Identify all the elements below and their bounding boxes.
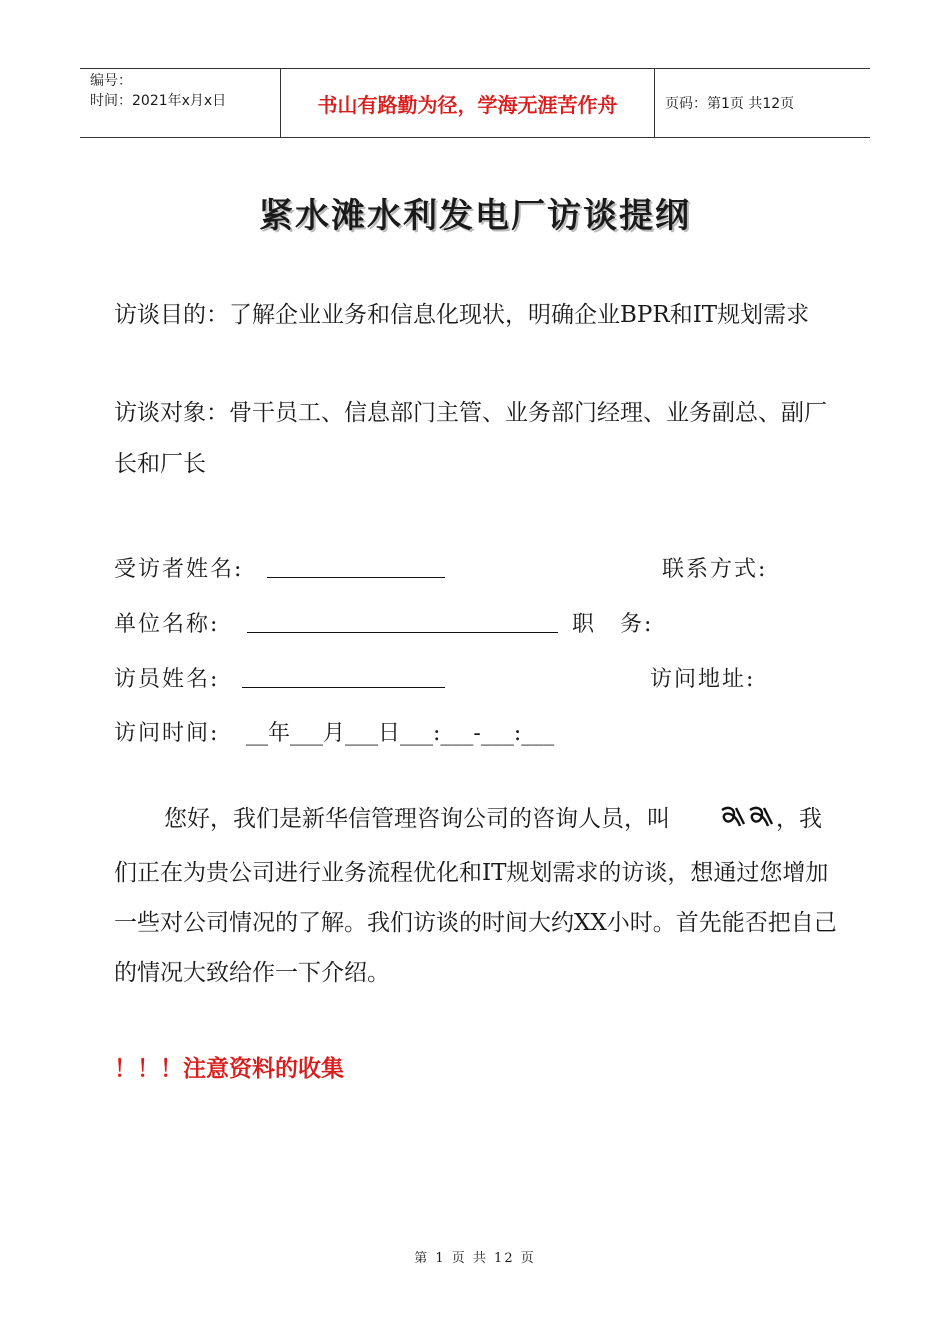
interview-purpose: 访谈目的：了解企业业务和信息化现状，明确企业BPR和IT规划需求 [114,302,810,328]
interviewee-name-label: 受访者姓名: [114,557,244,582]
contact-label: 联系方式: [662,557,768,582]
intro-text-after: ，我们正在为贵公司进行业务流程优化和IT规划需求的访谈，想通过您增加一些对公司情况的了解。我们访谈的时间大约XX小时。首先能否把自己的情况大致给作一下介绍。 [114,806,837,986]
unit-name-label: 单位名称: [114,612,220,637]
interviewee-name-blank[interactable] [267,577,445,578]
header-page-info: 页码：第1页 共12页 [665,96,795,112]
interviewer-name-blank[interactable] [242,687,445,688]
document-title: 紧水滩水利发电厂访谈提纲 [259,196,691,236]
name-placeholder-icon [670,798,776,848]
interview-audience: 访谈对象：骨干员工、信息部门主管、业务部门经理、业务副总、副厂长和厂长 [114,400,827,477]
header-motto: 书山有路勤为径，学海无涯苦作舟 [280,69,655,137]
visit-time-label: 访问时间: [114,721,220,746]
page-footer: 第 1 页 共 12 页 [414,1251,536,1266]
attention-note: ！！！注意资料的收集 [114,1056,344,1082]
visit-time-blanks[interactable]: __年___月___日___:___-___:___ [246,721,555,746]
position-label: 职 务: [572,612,654,637]
unit-name-blank[interactable] [247,632,558,633]
page-header [80,68,870,138]
address-label: 访问地址: [650,667,756,692]
intro-text-before: 您好，我们是新华信管理咨询公司的咨询人员，叫 [164,806,670,832]
interviewer-name-label: 访员姓名: [114,667,220,692]
serial-label: 编号： [90,73,132,89]
intro-paragraph [114,794,844,998]
header-meta [80,69,280,137]
date-label: 时间：2021年x月x日 [90,93,227,109]
